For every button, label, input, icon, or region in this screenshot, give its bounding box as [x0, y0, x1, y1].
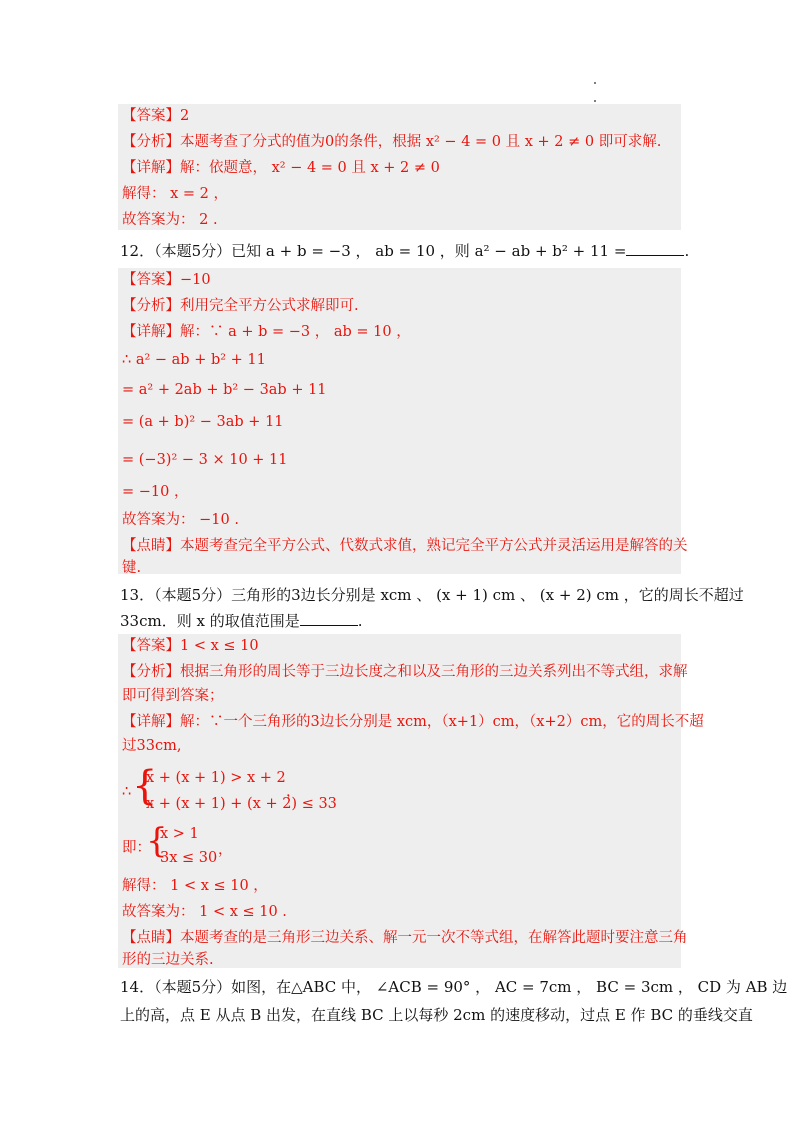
q11-final: 故答案为： 2 .	[122, 212, 218, 228]
q11-solve: 解得： x = 2 ，	[122, 186, 228, 202]
left-brace: {	[146, 821, 168, 861]
q13-answer: 【答案】1 < x ≤ 10	[122, 638, 259, 654]
q13-analysis-1: 【分析】根据三角形的周长等于三边长度之和以及三角形的三边关系列出不等式组，求解	[122, 664, 688, 680]
q12-comment-1: 【点睛】本题考查完全平方公式、代数式求值，熟记完全平方公式并灵活运用是解答的关	[122, 538, 688, 554]
q13-comment-2: 形的三边关系.	[122, 952, 214, 968]
header-dot	[594, 100, 596, 102]
q12-comment-2: 键.	[122, 560, 142, 576]
q12-detail: 【详解】解：∵ a + b = −3 ， ab = 10 ，	[122, 324, 411, 340]
answer-blank	[626, 241, 684, 256]
q12-analysis: 【分析】利用完全平方公式求解即可.	[122, 298, 359, 314]
q13-detail-2: 过33cm,	[122, 738, 182, 754]
q12-question-text: 12．（本题5分）已知 a + b = −3 ， ab = 10 ，则 a² − ab + b² + 11 =	[120, 242, 627, 260]
q12-step4: = (−3)² − 3 × 10 + 11	[122, 452, 288, 468]
q11-answer: 【答案】2	[122, 108, 190, 124]
q12-final: 故答案为： −10 .	[122, 512, 239, 528]
q13-final: 故答案为： 1 < x ≤ 10 .	[122, 904, 287, 920]
left-brace: {	[132, 763, 158, 809]
q12-question	[120, 240, 689, 262]
q13-question-text: 33cm．则 x 的取值范围是	[120, 612, 300, 630]
q13-detail-1: 【详解】解：∵一个三角形的3边长分别是 xcm，（x+1）cm，（x+2）cm，它的周长不超	[122, 714, 704, 730]
q12-question-end: .	[684, 242, 690, 260]
q13-question-end: .	[357, 612, 363, 630]
q11-analysis: 【分析】本题考查了分式的值为0的条件，根据 x² − 4 = 0 且 x + 2 ≠ 0 即可求解.	[122, 134, 662, 150]
q13-question-2	[120, 610, 363, 632]
q12-step5: = −10 ，	[122, 484, 189, 500]
q11-detail: 【详解】解：依题意， x² − 4 = 0 且 x + 2 ≠ 0	[122, 160, 440, 176]
q13-solve: 解得： 1 < x ≤ 10 ，	[122, 878, 268, 894]
q13-sys1-line2: x + (x + 1) + (x + 2) ≤ 33	[146, 796, 337, 812]
header-dot	[594, 82, 596, 84]
q13-sys1-prefix: ∴	[122, 784, 132, 800]
q13-question-1: 13．（本题5分）三角形的3边长分别是 xcm 、 (x + 1) cm 、 (x + 2) cm ，它的周长不超过	[120, 586, 744, 604]
q13-sys2-prefix: 即：	[122, 840, 151, 856]
q12-step1: ∴ a² − ab + b² + 11	[122, 352, 266, 368]
q14-question-line-2: 上的高，点 E 从点 B 出发，在直线 BC 上以每秒 2cm 的速度移动，过点 E 作 BC 的垂线交直	[120, 1006, 753, 1024]
q13-sys1-suffix: ，	[286, 784, 301, 800]
q13-sys2-line1: x > 1	[160, 826, 199, 842]
q13-sys1-line1: x + (x + 1) > x + 2	[146, 770, 286, 786]
q12-answer: 【答案】−10	[122, 272, 211, 288]
answer-blank	[300, 611, 358, 626]
q12-step3: = (a + b)² − 3ab + 11	[122, 414, 284, 430]
q13-analysis-2: 即可得到答案；	[122, 688, 224, 704]
q13-sys2-line2: 3x ≤ 30	[160, 850, 218, 866]
q13-sys2-suffix: ，	[218, 842, 233, 858]
q12-step2: = a² + 2ab + b² − 3ab + 11	[122, 382, 327, 398]
q13-comment-1: 【点睛】本题考查的是三角形三边关系、解一元一次不等式组，在解答此题时要注意三角	[122, 930, 688, 946]
q14-question-line-1: 14．（本题5分）如图，在△ABC 中， ∠ACB = 90° ， AC = 7cm ， BC = 3cm ， CD 为 AB 边	[120, 978, 788, 996]
